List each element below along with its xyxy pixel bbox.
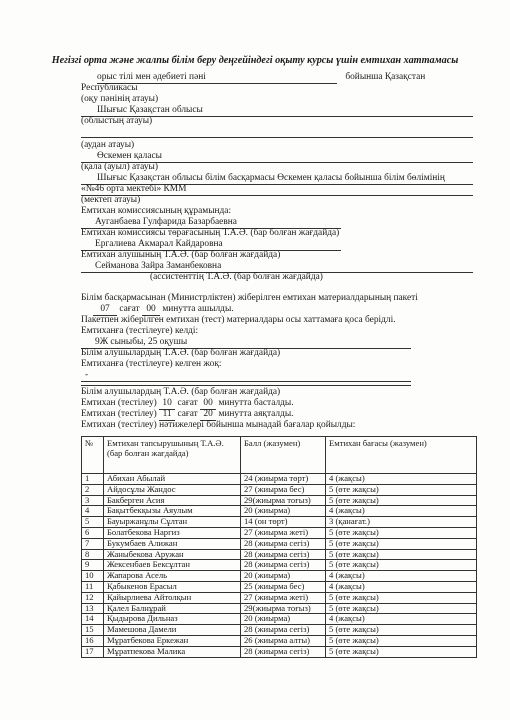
cell-score: 29(жиырма тоғыз) <box>241 603 326 614</box>
city-caption: (қала (ауыл) атауы) <box>81 162 158 172</box>
assistant-caption: (ассистенттің Т.А.Ә. (бар болған жағдайда) <box>150 272 323 282</box>
attached-text: Пакетпен жіберілген емтихан (тест) материалдары осы хаттамаға қоса берідлі. <box>81 315 396 325</box>
school-caption: (мектеп атауы) <box>81 195 141 205</box>
cell-score: 28 (жиырма сегіз) <box>241 549 326 560</box>
cell-grade: 5 (өте жақсы) <box>326 635 477 646</box>
cell-score: 29(жиырма тоғыз) <box>241 495 326 506</box>
header-grade: Емтихан бағасы (жазумен) <box>326 437 477 474</box>
table-row <box>82 517 477 528</box>
absent-label: Емтиханға (тестілеуге) келген жоқ: <box>81 359 222 369</box>
commission-label: Емтихан комиссиясының құрамында: <box>81 206 232 216</box>
cell-score: 28 (жиырма сегіз) <box>241 538 326 549</box>
republic-text: Республикасы <box>81 83 138 93</box>
cell-student: Айдосұлы Жандос <box>104 484 241 495</box>
cell-grade: 5 (өте жақсы) <box>326 603 477 614</box>
subject-caption: (оқу пәнінің атауы) <box>81 94 159 104</box>
end-word-m: минутта аяқталды. <box>218 409 294 419</box>
table-row <box>82 646 477 657</box>
table-row <box>82 603 477 614</box>
table-row <box>82 474 477 485</box>
cell-student: Қабыкенов Ерасыл <box>104 581 241 592</box>
cell-score: 26 (жиырма алты) <box>241 635 326 646</box>
region-caption: (облыстың атауы) <box>81 116 153 126</box>
cell-student: Мамешова Дамели <box>104 625 241 636</box>
table-row <box>82 625 477 636</box>
cell-student: Болатбекова Наргиз <box>104 527 241 538</box>
cell-score: 20 (жиырма) <box>241 614 326 625</box>
end-text: Емтихан (тестілеу) <box>81 409 157 419</box>
package-text: Білім басқармасынан (Министрліктен) жіберілген емтихан материалдарының пакеті <box>81 293 418 303</box>
table-row <box>82 614 477 625</box>
cell-grade: 4 (жақсы) <box>326 614 477 625</box>
cell-number: 6 <box>82 527 104 538</box>
cell-number: 3 <box>82 495 104 506</box>
cell-grade: 4 (жақсы) <box>326 581 477 592</box>
cell-student: Бакберген Асия <box>104 495 241 506</box>
table-row <box>82 538 477 549</box>
start-word-m: минутта басталды. <box>218 398 294 408</box>
table-row <box>82 484 477 495</box>
student-caption-1: Емтихан алушының Т.А.Ә. (бар болған жағдайда) <box>81 250 281 260</box>
cell-number: 4 <box>82 506 104 517</box>
package-word-h: сағат <box>119 304 140 314</box>
region-value: Шығыс Қазақстан облысы <box>81 105 473 117</box>
cell-score: 28 (жиырма сегіз) <box>241 646 326 657</box>
cell-number: 13 <box>82 603 104 614</box>
absent-value: - <box>81 370 411 382</box>
cell-grade: 5 (өте жақсы) <box>326 484 477 495</box>
school-value-1: Шығыс Қазақстан облысы білім басқармасы Өскемен қаласы бойынша білім бөлімінің <box>81 173 473 185</box>
subject-value: орыс тілі мен әдебиеті пәні <box>97 72 337 84</box>
table-row <box>82 549 477 560</box>
cell-student: Қыдырова Дильназ <box>104 614 241 625</box>
cell-grade: 5 (өте жақсы) <box>326 527 477 538</box>
cell-score: 14 (он төрт) <box>241 517 326 528</box>
cell-score: 28 (жиырма сегіз) <box>241 625 326 636</box>
cell-score: 27 (жиырма жеті) <box>241 592 326 603</box>
absent-line <box>81 370 411 382</box>
school-value-2: «№46 орта мектебі» КММ <box>81 184 473 196</box>
cell-student: Абихан Абылай <box>104 474 241 485</box>
cell-number: 5 <box>82 517 104 528</box>
cell-grade: 5 (өте жақсы) <box>326 560 477 571</box>
cell-number: 12 <box>82 592 104 603</box>
cell-grade: 5 (өте жақсы) <box>326 592 477 603</box>
cell-score: 20 (жиырма) <box>241 571 326 582</box>
table-row <box>82 635 477 646</box>
member-1: Ауганбаева Гулфарида Базарбаевна <box>81 217 341 229</box>
cell-score: 25 (жиырма бес) <box>241 581 326 592</box>
results-text: Емтихан (тестілеу) нәтижелері бойынша мынадай бағалар қойылды: <box>81 420 356 430</box>
table-row <box>82 592 477 603</box>
start-hour: 10 <box>159 398 175 410</box>
cell-number: 8 <box>82 549 104 560</box>
cell-number: 11 <box>82 581 104 592</box>
cell-number: 10 <box>82 571 104 582</box>
table-body <box>82 474 477 658</box>
cell-grade: 5 (өте жақсы) <box>326 495 477 506</box>
cell-number: 9 <box>82 560 104 571</box>
member-2: Ергалиева Акмарал Кайдаровна <box>81 239 341 251</box>
cell-student: Бақытбекқызы Аяулым <box>104 506 241 517</box>
cell-number: 2 <box>82 484 104 495</box>
cell-grade: 5 (өте жақсы) <box>326 625 477 636</box>
package-hour: 07 <box>93 304 117 316</box>
subject-line <box>97 72 425 84</box>
header-student: Емтихан тапсырушының Т.А.Ә. (бар болған жағдайда) <box>104 437 241 474</box>
cell-student: Қалел Балнұрай <box>104 603 241 614</box>
cell-grade: 4 (жақсы) <box>326 571 477 582</box>
cell-student: Қайырлиева Айтолқын <box>104 592 241 603</box>
cell-number: 14 <box>82 614 104 625</box>
cell-grade: 3 (қанағат.) <box>326 517 477 528</box>
package-min: 00 <box>142 304 160 316</box>
subject-suffix: бойынша Қазақстан <box>345 72 426 82</box>
table-row <box>82 506 477 517</box>
cell-grade: 4 (жақсы) <box>326 474 477 485</box>
table-row <box>82 560 477 571</box>
cell-score: 24 (жиырма төрт) <box>241 474 326 485</box>
cell-number: 15 <box>82 625 104 636</box>
member-3: Сейманова Зайра Заманбековна <box>81 261 473 273</box>
city-value: Өскемен қаласы <box>81 151 473 163</box>
chair-label: Емтихан комиссиясы төрағасының Т.А.Ә. (бар болған жағдайда) <box>81 228 340 238</box>
cell-student: Мұратпекова Малика <box>104 646 241 657</box>
cell-student: Букумбаев Алижан <box>104 538 241 549</box>
table-header-row <box>82 437 477 474</box>
cell-number: 17 <box>82 646 104 657</box>
cell-score: 27 (жиырма бес) <box>241 484 326 495</box>
end-hour: 11 <box>159 409 175 421</box>
start-min: 00 <box>200 398 216 410</box>
cell-score: 20 (жиырма) <box>241 506 326 517</box>
cell-student: Жексенбаев Бексұлтан <box>104 560 241 571</box>
table-row <box>82 581 477 592</box>
cell-student: Мұратбекова Еркежан <box>104 635 241 646</box>
table-row <box>82 571 477 582</box>
end-min: 20 <box>200 409 216 421</box>
cell-number: 7 <box>82 538 104 549</box>
document-title: Негізгі орта және жалпы білім беру деңгейіндегі оқыту курсы үшін емтихан хаттамасы <box>51 55 459 66</box>
cell-grade: 4 (жақсы) <box>326 506 477 517</box>
district-line <box>81 137 473 138</box>
came-label: Емтиханға (тестілеуге) келді: <box>81 326 199 336</box>
header-number: № <box>82 437 104 474</box>
grades-table <box>81 436 477 658</box>
cell-score: 28 (жиырма сегіз) <box>241 560 326 571</box>
start-text: Емтихан (тестілеу) <box>81 398 157 408</box>
header-score: Балл (жазумен) <box>241 437 326 474</box>
table-row <box>82 495 477 506</box>
table-row <box>82 527 477 538</box>
cell-number: 16 <box>82 635 104 646</box>
district-caption: (аудан атауы) <box>81 140 135 150</box>
cell-grade: 5 (өте жақсы) <box>326 538 477 549</box>
end-word-h: сағат <box>177 409 198 419</box>
start-word-h: сағат <box>177 398 198 408</box>
cell-student: Жапарова Асель <box>104 571 241 582</box>
cell-number: 1 <box>82 474 104 485</box>
absent-line-2 <box>81 385 411 386</box>
student-caption-3: Білім алушылардың Т.А.Ә. (бар болған жағдайда) <box>81 387 281 397</box>
package-word-m: минутта ашылды. <box>162 304 234 314</box>
cell-score: 27 (жиырма жеті) <box>241 527 326 538</box>
cell-student: Жаныбекова Аружан <box>104 549 241 560</box>
cell-grade: 5 (өте жақсы) <box>326 549 477 560</box>
student-caption-2: Білім алушылардың Т.А.Ә. (бар болған жағдайда) <box>81 348 281 358</box>
cell-student: Бауыржанұлы Сұлтан <box>104 517 241 528</box>
cell-grade: 5 (өте жақсы) <box>326 646 477 657</box>
came-value: 9Ж сыныбы, 25 оқушы <box>81 337 411 349</box>
